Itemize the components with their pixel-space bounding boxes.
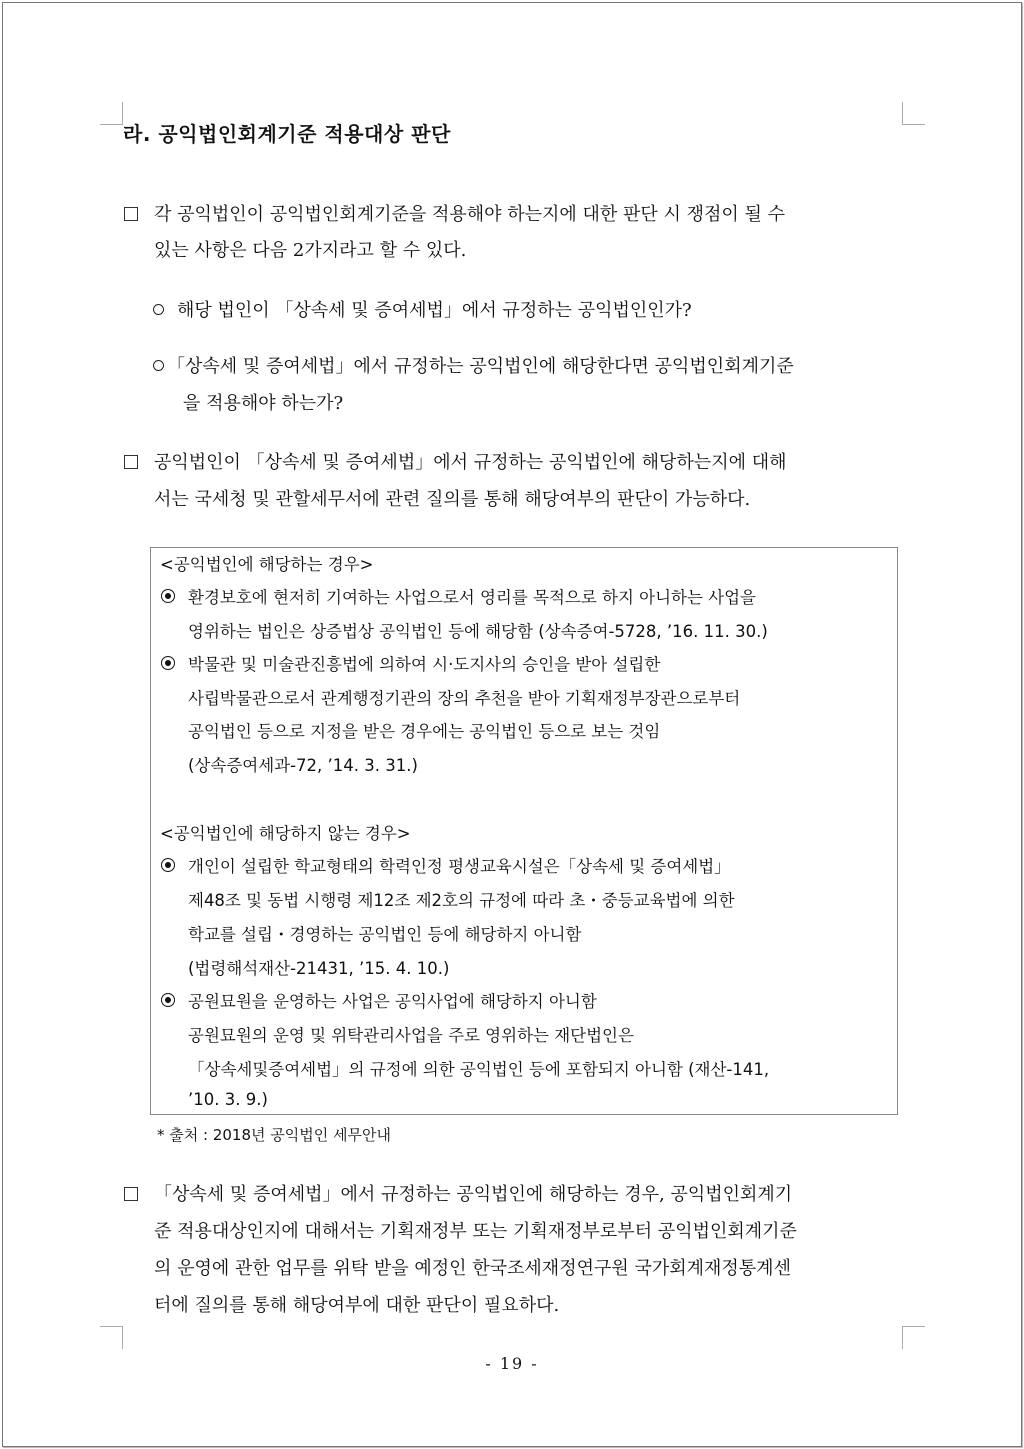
question-1	[153, 296, 903, 326]
page-number: - 19 -	[485, 1354, 539, 1373]
square-bullet-icon	[124, 455, 138, 469]
paragraph-2-line-2: 서는 국세청 및 관할세무서에 관련 질의를 통해 해당여부의 판단이 가능하다.	[154, 489, 751, 510]
paragraph-2	[124, 448, 904, 518]
fisheye-bullet-icon	[161, 589, 175, 603]
paragraph-3	[124, 1180, 904, 1330]
paragraph-3-line-2: 준 적용대상인지에 대해서는 기획재정부 또는 기획재정부로부터 공익법인회계기준	[154, 1221, 797, 1242]
crop-mark-bottom-right	[902, 1326, 925, 1349]
case-b2-line-2: 공원묘원의 운영 및 위탁관리사업을 주로 영위하는 재단법인은	[188, 1026, 634, 1045]
case-a2-line-1: 박물관 및 미술관진흥법에 의하여 시·도지사의 승인을 받아 설립한	[188, 655, 661, 674]
question-1-text: 해당 법인이 「상속세 및 증여세법」에서 규정하는 공익법인인가?	[177, 300, 692, 321]
question-2-line-2: 을 적용해야 하는가?	[183, 393, 344, 414]
crop-mark-bottom-left	[100, 1326, 123, 1349]
circle-bullet-icon	[153, 360, 164, 371]
case-b1-line-2: 제48조 및 동법 시행령 제12조 제2호의 규정에 따라 초・중등교육법에 의한	[188, 891, 735, 910]
case-a2-line-2: 사립박물관으로서 관계행정기관의 장의 추천을 받아 기획재정부장관으로부터	[188, 689, 741, 708]
crop-mark-top-right	[902, 102, 925, 125]
case-a2-line-3: 공익법인 등으로 지정을 받은 경우에는 공익법인 등으로 보는 것임	[188, 722, 661, 741]
fisheye-bullet-icon	[161, 858, 175, 872]
square-bullet-icon	[124, 207, 138, 221]
section-heading: 라. 공익법인회계기준 적용대상 판단	[123, 122, 451, 146]
case-examples-box	[150, 547, 898, 1115]
paragraph-3-line-4: 터에 질의를 통해 해당여부에 대한 판단이 필요하다.	[154, 1295, 560, 1316]
paragraph-3-line-3: 의 운영에 관한 업무를 위탁 받을 예정인 한국조세재정연구원 국가회계재정통계센	[154, 1258, 791, 1279]
case-a1-line-1: 환경보호에 현저히 기여하는 사업으로서 영리를 목적으로 하지 아니하는 사업을	[188, 588, 756, 607]
case-b2-line-4: ’10. 3. 9.)	[188, 1090, 268, 1109]
question-2-line-1: 「상속세 및 증여세법」에서 규정하는 공익법인에 해당한다면 공익법인회계기준	[167, 356, 794, 377]
paragraph-1	[124, 200, 904, 270]
fisheye-bullet-icon	[161, 656, 175, 670]
case-b1-line-4: (법령해석재산-21431, ’15. 4. 10.)	[188, 959, 450, 978]
paragraph-1-line-1: 각 공익법인이 공익법인회계기준을 적용해야 하는지에 대한 판단 시 쟁점이 될 수	[154, 204, 786, 225]
fisheye-bullet-icon	[161, 993, 175, 1007]
case-b2-line-3: 「상속세및증여세법」의 규정에 의한 공익법인 등에 포함되지 아니함 (재산-141,	[188, 1060, 770, 1079]
box-title-not-applicable: <공익법인에 해당하지 않는 경우>	[160, 824, 411, 843]
question-2	[153, 352, 903, 422]
paragraph-1-line-2: 있는 사항은 다음 2가지라고 할 수 있다.	[154, 240, 467, 261]
paragraph-2-line-1: 공익법인이 「상속세 및 증여세법」에서 규정하는 공익법인에 해당하는지에 대해	[154, 452, 787, 473]
case-b1-line-3: 학교를 설립・경영하는 공익법인 등에 해당하지 아니함	[188, 925, 582, 944]
case-b1-line-1: 개인이 설립한 학교형태의 학력인정 평생교육시설은「상속세 및 증여세법」	[188, 857, 731, 876]
case-a2-line-4: (상속증여세과-72, ’14. 3. 31.)	[188, 756, 418, 775]
square-bullet-icon	[124, 1187, 138, 1201]
case-b2-line-1: 공원묘원을 운영하는 사업은 공익사업에 해당하지 아니함	[188, 992, 597, 1011]
source-note: * 출처 : 2018년 공익법인 세무안내	[157, 1126, 391, 1144]
crop-mark-top-left	[100, 102, 123, 125]
paragraph-3-line-1: 「상속세 및 증여세법」에서 규정하는 공익법인에 해당하는 경우, 공익법인회계기	[154, 1184, 793, 1205]
circle-bullet-icon	[153, 304, 164, 315]
box-title-applicable: <공익법인에 해당하는 경우>	[160, 555, 374, 574]
case-a1-line-2: 영위하는 법인은 상증법상 공익법인 등에 해당함 (상속증여-5728, ’16. 11. 30.)	[188, 622, 768, 641]
